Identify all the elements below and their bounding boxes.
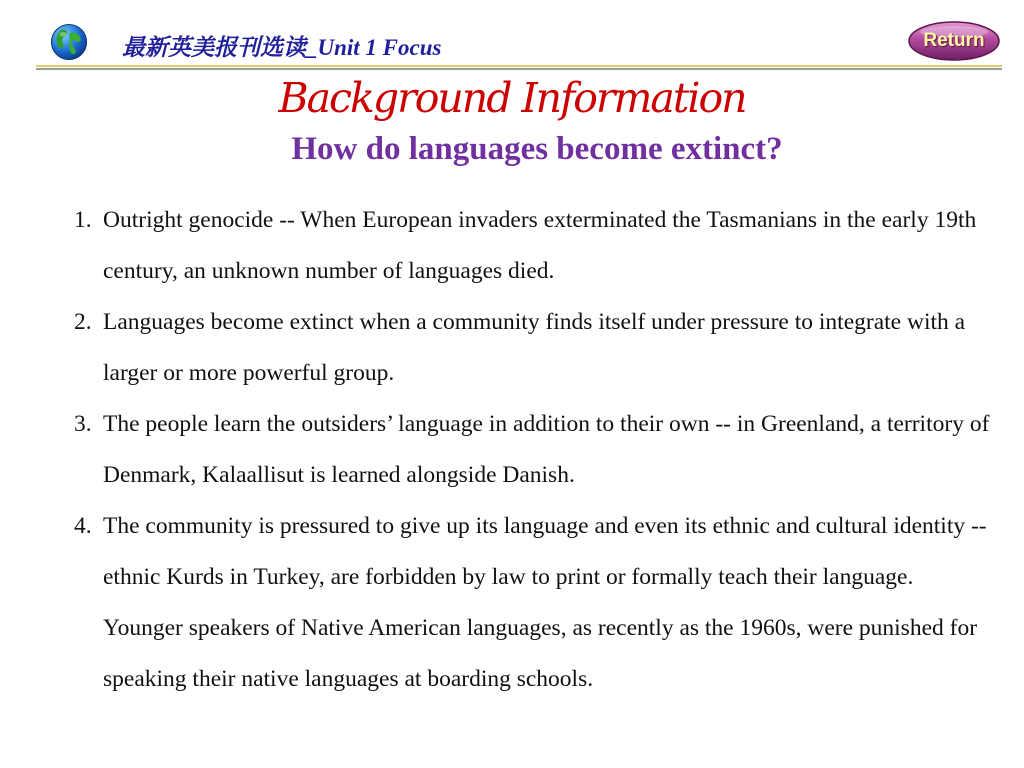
list-item [74,399,994,501]
header-divider-shadow [36,68,1002,70]
header-title: 最新英美报刊选读_Unit 1 Focus [122,35,442,60]
point-number: 2. [74,309,92,335]
section-title: Background Information [278,74,746,122]
globe-icon [50,23,88,61]
point-text: The people learn the outsiders’ language in addition to their own -- in Greenland, a territory of Denmark, Kalaallisut is learned alongside Danish. [103,411,990,488]
point-text: The community is pressured to give up its language and even its ethnic and cultural identity -- ethnic Kurds in Turkey, are forbidden by law to print or formally teach their language. Younger speakers of Native American languages, as recently as the 1960s, were punished for speaking their native languages at boarding schools. [103,513,987,692]
return-button-label: Return [923,30,985,51]
list-item [74,297,994,399]
point-number: 3. [74,411,92,437]
point-text: Outright genocide -- When European invaders exterminated the Tasmanians in the early 19th century, an unknown number of languages died. [103,207,977,284]
list-item [74,195,994,297]
header-divider [36,65,1002,67]
point-number: 1. [74,207,92,233]
list-item [74,501,994,705]
slide-question: How do languages become extinct? [291,131,783,167]
return-button[interactable] [907,20,1001,62]
point-number: 4. [74,513,92,539]
points-list [74,195,994,705]
point-text: Languages become extinct when a community finds itself under pressure to integrate with a larger or more powerful group. [103,309,966,386]
